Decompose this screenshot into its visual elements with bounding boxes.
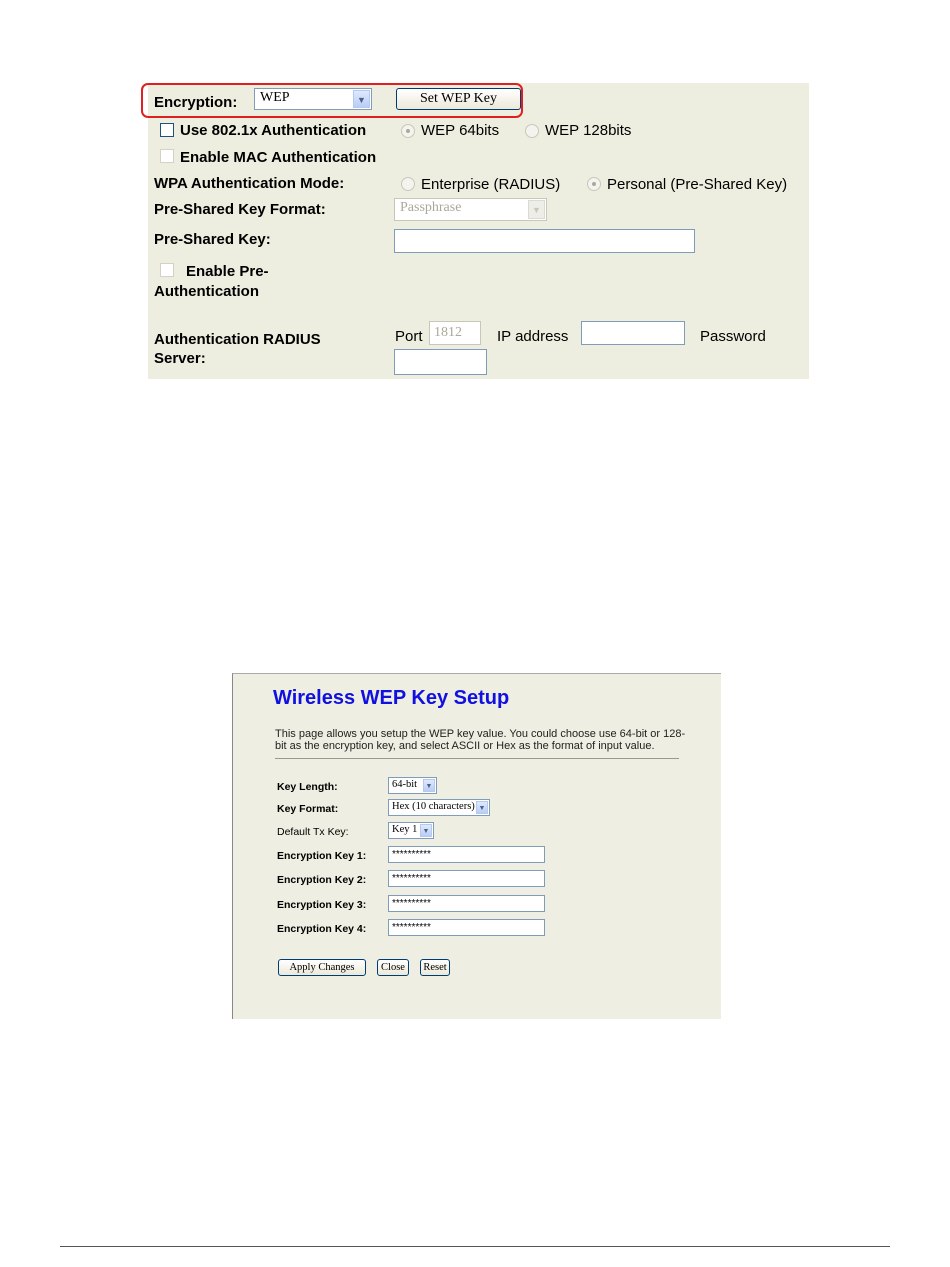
encryption-key-2-input[interactable] [388, 870, 545, 887]
psk-format-label: Pre-Shared Key Format: [154, 201, 326, 218]
encryption-key-1-label: Encryption Key 1: [277, 850, 367, 862]
key-length-select[interactable] [388, 777, 437, 794]
wpa-mode-label: WPA Authentication Mode: [154, 175, 345, 192]
reset-button[interactable]: Reset [420, 959, 450, 976]
page-description: This page allows you setup the WEP key value. You could choose use 64-bit or 128- [275, 728, 686, 740]
port-label: Port [395, 328, 423, 345]
chevron-down-icon: ▼ [423, 779, 435, 792]
radius-server-label-cont: Server: [154, 350, 206, 367]
default-tx-key-select[interactable] [388, 822, 434, 839]
default-tx-key-value: Key 1 [392, 824, 418, 835]
encryption-key-3-input[interactable] [388, 895, 545, 912]
ip-address-input[interactable] [581, 321, 685, 345]
enterprise-label: Enterprise (RADIUS) [421, 176, 561, 193]
key-length-label: Key Length: [277, 781, 338, 793]
chevron-down-icon: ▼ [528, 200, 545, 219]
default-tx-key-label: Default Tx Key: [277, 826, 349, 838]
personal-radio[interactable] [587, 177, 601, 191]
apply-changes-button[interactable]: Apply Changes [278, 959, 366, 976]
page-title: Wireless WEP Key Setup [273, 687, 510, 709]
chevron-down-icon: ▼ [353, 90, 370, 108]
wep-64-label: WEP 64bits [421, 122, 500, 139]
page-footer-rule [60, 1246, 890, 1247]
enable-preauth-label: Enable Pre- [186, 263, 269, 280]
encryption-key-4-input[interactable] [388, 919, 545, 936]
enable-mac-label: Enable MAC Authentication [180, 149, 377, 166]
radius-server-label: Authentication RADIUS [154, 331, 321, 348]
encryption-select-value: WEP [260, 90, 290, 105]
encryption-key-1-input[interactable] [388, 846, 545, 863]
encryption-select[interactable] [254, 88, 372, 110]
psk-format-select[interactable] [394, 198, 547, 221]
psk-input[interactable] [394, 229, 695, 253]
wep-64-radio[interactable] [401, 124, 415, 138]
enable-preauth-checkbox[interactable] [160, 263, 174, 277]
chevron-down-icon: ▼ [420, 824, 432, 837]
encryption-label: Encryption: [154, 94, 238, 111]
password-label: Password [700, 328, 766, 345]
divider [275, 758, 679, 759]
close-button[interactable]: Close [377, 959, 409, 976]
page-description-cont: bit as the encryption key, and select ASCII or Hex as the format of input value. [275, 740, 655, 752]
encryption-key-4-label: Encryption Key 4: [277, 923, 367, 935]
key-length-value: 64-bit [392, 779, 418, 790]
personal-label: Personal (Pre-Shared Key) [607, 176, 788, 193]
chevron-down-icon: ▼ [476, 801, 488, 814]
encryption-key-3-label: Encryption Key 3: [277, 899, 367, 911]
enable-mac-checkbox[interactable] [160, 149, 174, 163]
key-format-value: Hex (10 characters) [392, 801, 475, 812]
wep-128-label: WEP 128bits [545, 122, 632, 139]
enterprise-radio[interactable] [401, 177, 415, 191]
use-8021x-checkbox[interactable] [160, 123, 174, 137]
enable-preauth-label-cont: Authentication [154, 283, 259, 300]
key-format-label: Key Format: [277, 803, 339, 815]
use-8021x-label: Use 802.1x Authentication [180, 122, 367, 139]
set-wep-key-button[interactable]: Set WEP Key [396, 88, 521, 110]
port-input[interactable] [429, 321, 481, 345]
wep-128-radio[interactable] [525, 124, 539, 138]
ip-address-label: IP address [497, 328, 569, 345]
encryption-key-2-label: Encryption Key 2: [277, 874, 367, 886]
psk-label: Pre-Shared Key: [154, 231, 271, 248]
psk-format-select-value: Passphrase [400, 200, 462, 215]
password-input[interactable] [394, 349, 487, 375]
key-format-select[interactable] [388, 799, 490, 816]
